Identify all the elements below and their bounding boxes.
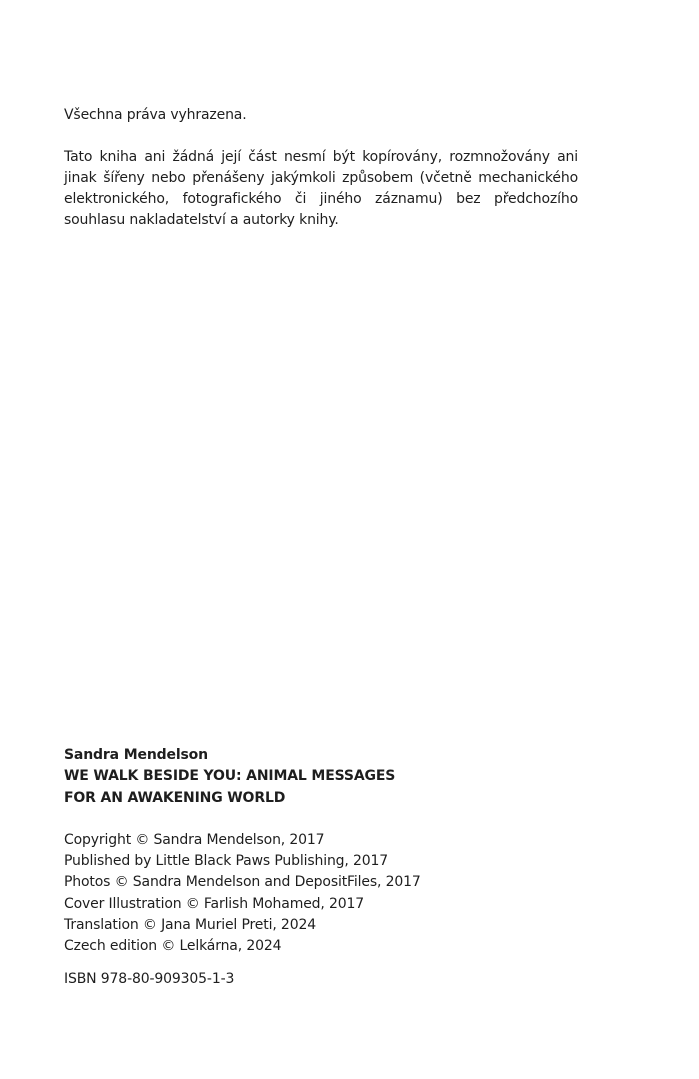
author-name: Sandra Mendelson <box>64 747 208 763</box>
rights-reserved-text: Všechna práva vyhrazena. <box>64 107 247 123</box>
credit-publisher: Published by Little Black Paws Publishing, 2017 <box>64 853 389 870</box>
credit-translation: Translation © Jana Muriel Preti, 2024 <box>64 917 316 934</box>
credit-czech-edition: Czech edition © Lelkárna, 2024 <box>64 938 282 955</box>
book-title-line-1: WE WALK BESIDE YOU: ANIMAL MESSAGES <box>64 768 396 785</box>
imprint-section <box>64 745 624 990</box>
book-title-line-2: FOR AN AWAKENING WORLD <box>64 789 286 806</box>
reproduction-notice-text: Tato kniha ani žádná její část nesmí být kopírovány, rozmnožovány ani jinak šířeny nebo přenášeny jakýmkoli způsobem (včetně mechanického elektronického, fotografického či jiného záznamu) bez předchozího souhlasu nakladatelství a autorky knihy. <box>64 149 578 228</box>
credit-photos: Photos © Sandra Mendelson and DepositFiles, 2017 <box>64 874 421 891</box>
rights-section <box>64 105 578 231</box>
credit-copyright: Copyright © Sandra Mendelson, 2017 <box>64 831 325 848</box>
credit-cover-illustration: Cover Illustration © Farlish Mohamed, 2017 <box>64 895 365 912</box>
credits-list <box>64 830 624 958</box>
isbn-number: ISBN 978-80-909305-1-3 <box>64 970 235 987</box>
